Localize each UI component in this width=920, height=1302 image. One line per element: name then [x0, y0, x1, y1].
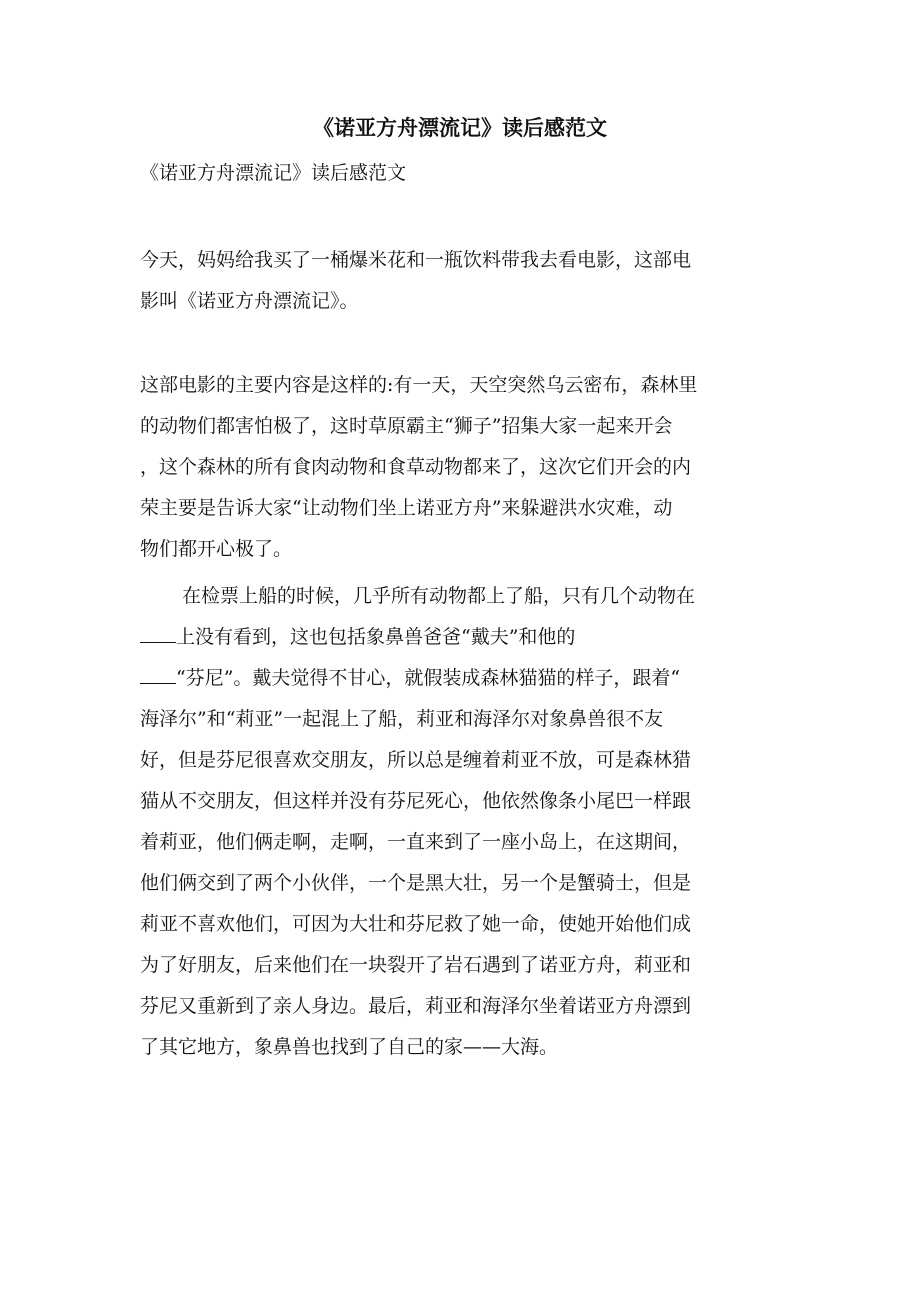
paragraph-line: 了其它地方，象鼻兽也找到了自己的家——大海。 — [140, 1036, 559, 1058]
paragraph-line: 荣主要是告诉大家“让动物们坐上诺亚方舟”来躲避洪水灾难，动 — [140, 497, 673, 519]
paragraph-line-text: “芬尼”。戴夫觉得不甘心，就假装成森林猫猫的样子，跟着“ — [176, 667, 681, 689]
fill-blank — [140, 624, 176, 643]
paragraph-line: 海泽尔”和“莉亚”一起混上了船，莉亚和海泽尔对象鼻兽很不友 — [140, 708, 664, 730]
paragraph-line: 为了好朋友，后来他们在一块裂开了岩石遇到了诺亚方舟，莉亚和 — [140, 954, 692, 976]
paragraph-line: 芬尼又重新到了亲人身边。最后，莉亚和海泽尔坐着诺亚方舟漂到 — [140, 995, 692, 1017]
paragraph-line: 物们都开心极了。 — [140, 538, 293, 560]
paragraph-line: 在检票上船的时候，几乎所有动物都上了船，只有几个动物在 — [182, 585, 696, 607]
paragraph-line: 着莉亚，他们俩走啊，走啊，一直来到了一座小岛上，在这期间， — [140, 831, 692, 853]
paragraph-line: 影叫《诺亚方舟漂流记》。 — [140, 290, 359, 312]
paragraph-line: 他们俩交到了两个小伙伴，一个是黑大壮，另一个是蟹骑士，但是 — [140, 872, 692, 894]
document-subtitle: 《诺亚方舟漂流记》读后感范文 — [140, 162, 407, 184]
paragraph-line: 猫从不交朋友，但这样并没有芬尼死心，他依然像条小尾巴一样跟 — [140, 790, 692, 812]
document-title: 《诺亚方舟漂流记》读后感范文 — [313, 115, 607, 140]
paragraph-line: 今天，妈妈给我买了一桶爆米花和一瓶饮料带我去看电影，这部电 — [140, 249, 692, 271]
fill-blank — [140, 665, 176, 684]
paragraph-line-with-blank — [140, 662, 680, 694]
paragraph-line: 这部电影的主要内容是这样的:有一天，天空突然乌云密布，森林里 — [140, 374, 698, 396]
paragraph-line-with-blank — [140, 621, 575, 653]
paragraph-line: 好，但是芬尼很喜欢交朋友，所以总是缠着莉亚不放，可是森林猎 — [140, 749, 692, 771]
paragraph-line: 莉亚不喜欢他们，可因为大壮和芬尼救了她一命，使她开始他们成 — [140, 913, 692, 935]
paragraph-line-text: 上没有看到，这也包括象鼻兽爸爸“戴夫”和他的 — [176, 626, 576, 648]
paragraph-line: ，这个森林的所有食肉动物和食草动物都来了，这次它们开会的内 — [140, 456, 692, 478]
paragraph-line: 的动物们都害怕极了，这时草原霸主“狮子”招集大家一起来开会 — [140, 415, 673, 437]
